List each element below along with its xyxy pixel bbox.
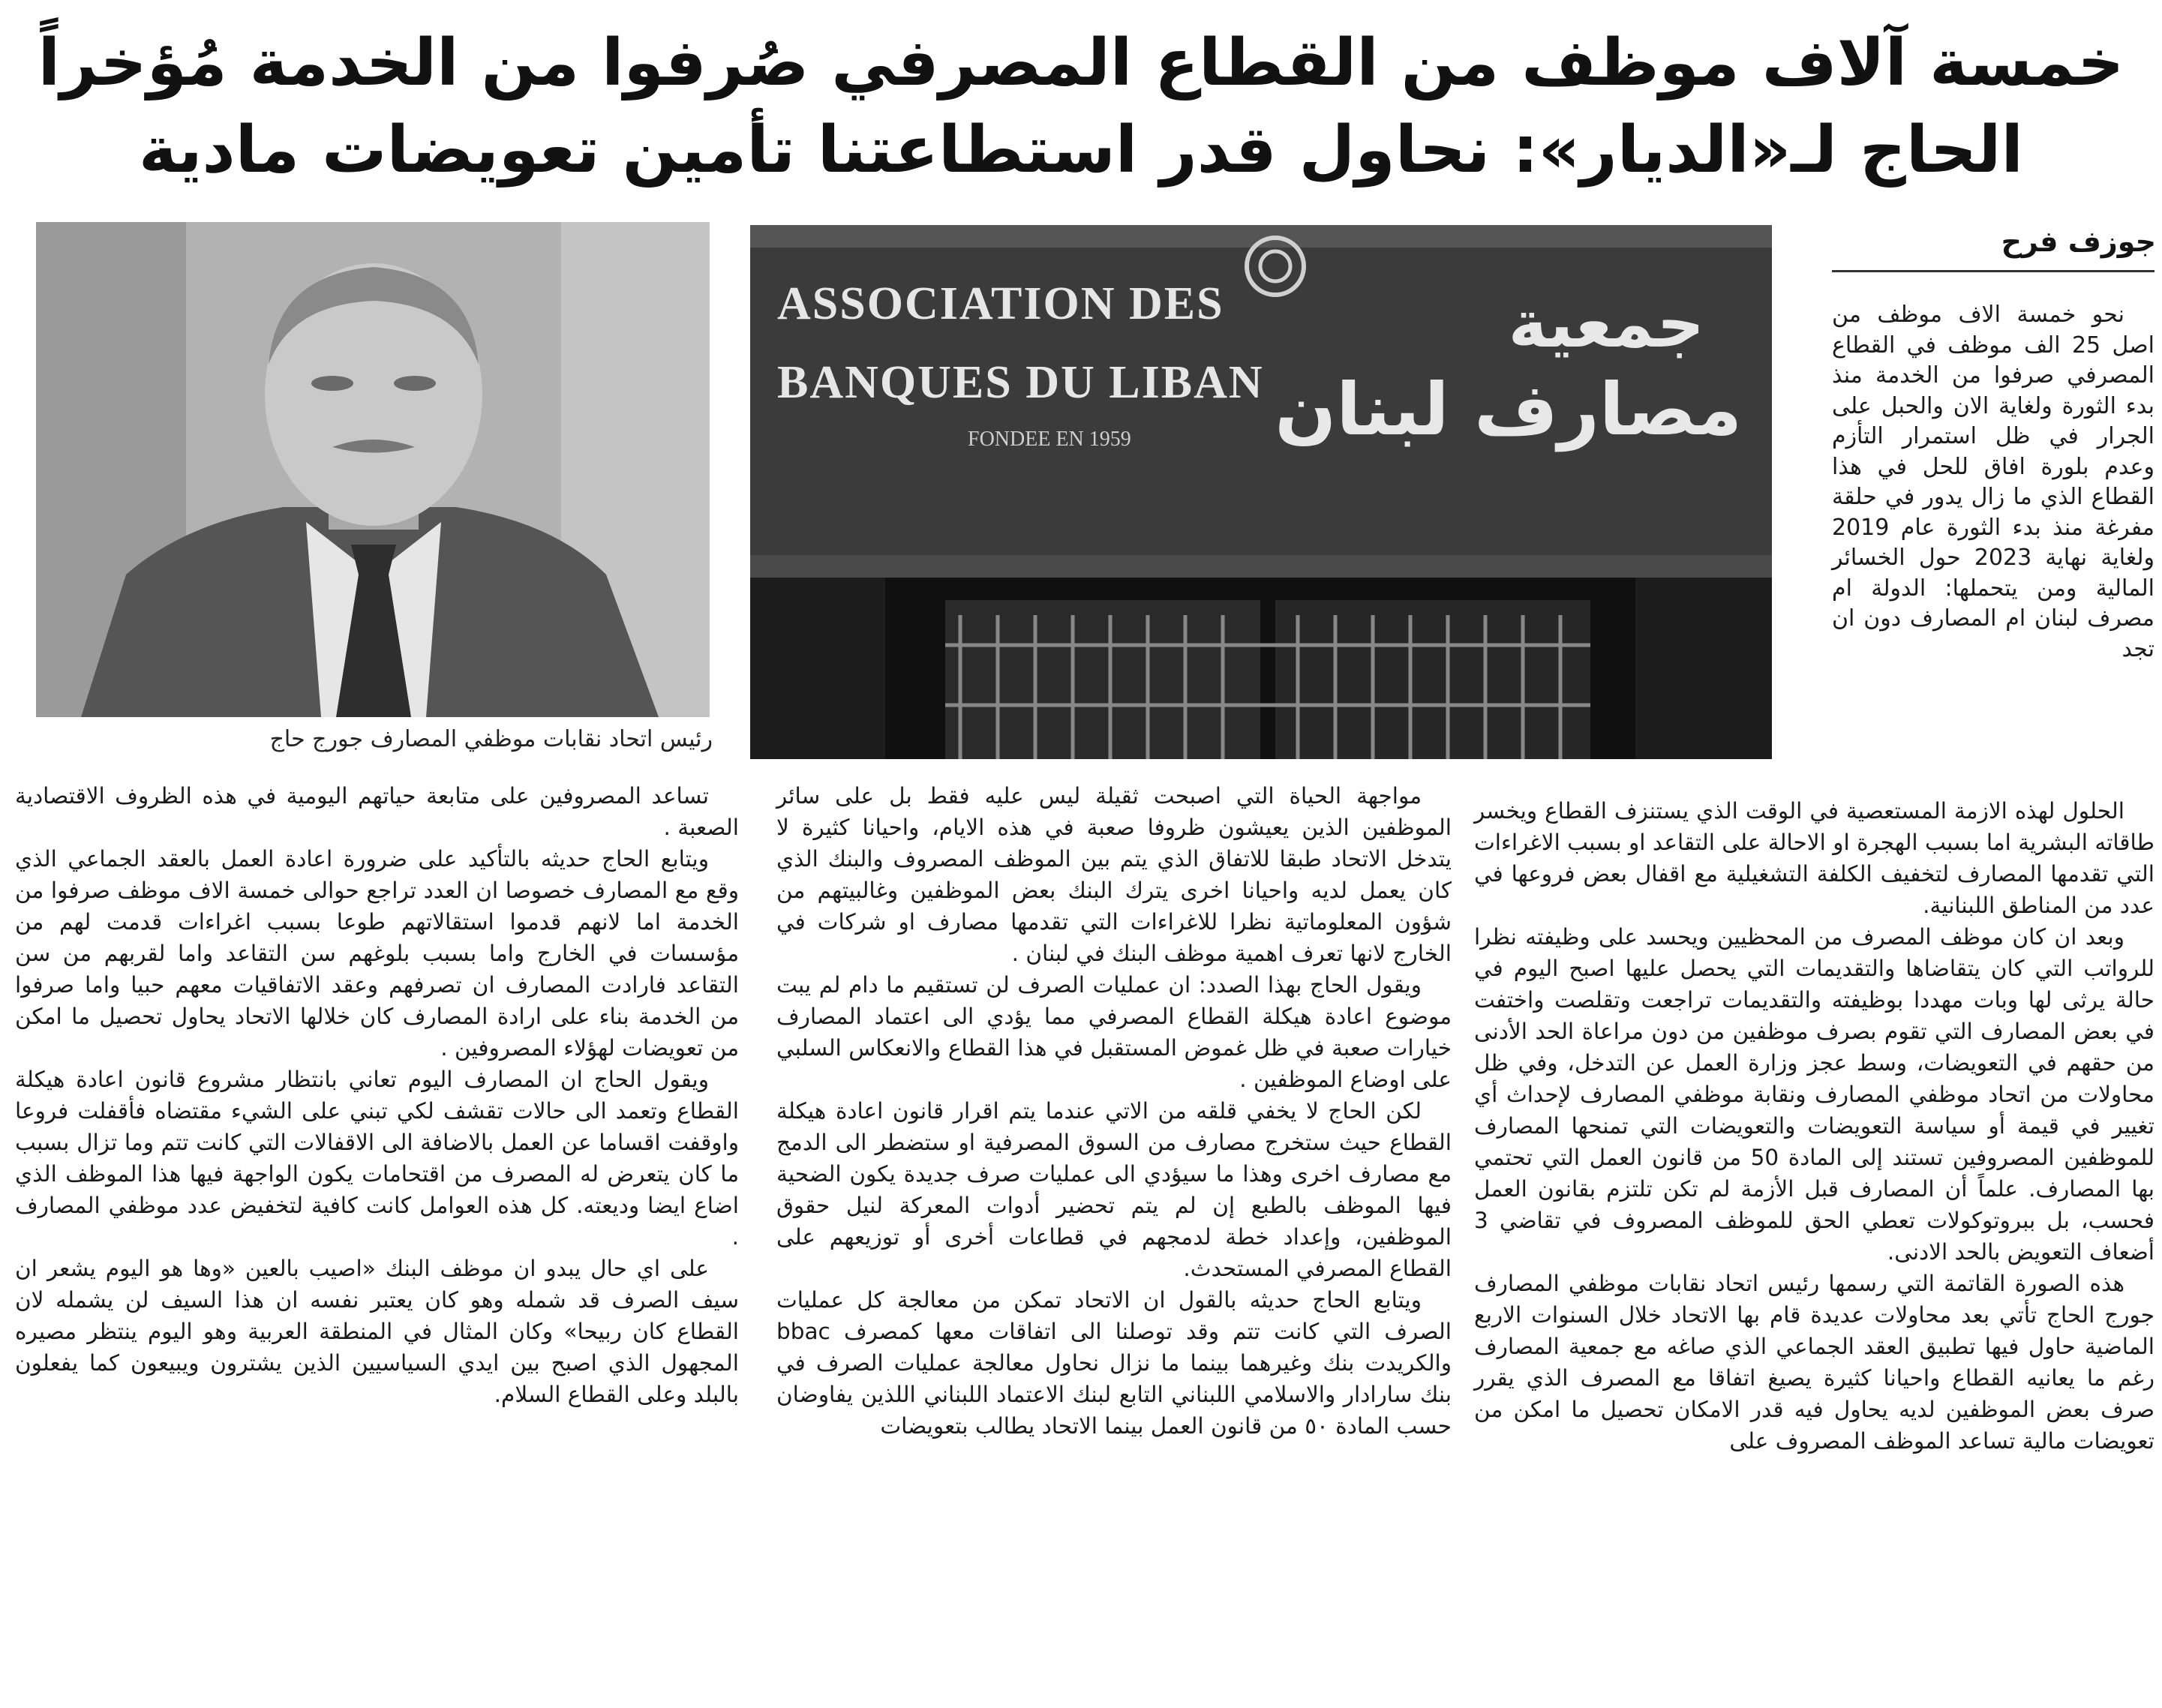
george-hajj-portrait-photo [36, 222, 710, 717]
sign-french-line2: BANQUES DU LIBAN [777, 357, 1264, 408]
portrait-caption: رئيس اتحاد نقابات موظفي المصارف جورج حاج [269, 726, 713, 752]
col2-paragraph-3: لكن الحاج لا يخفي قلقه من الاتي عندما يتم اقرار قانون اعادة هيكلة القطاع حيث ستخرج مصارف من السوق المصرفية او ستضطر الى الدمج مع مصارف اخرى وهذا ما سيؤدي الى عمليات صرف جديدة يكون الضحية فيها الموظف بالطبع إن لم يتم تحضير أدوات المعركة لنيل حقوق الموظفين، وإعداد خطة لدمجهم في قطاعات أخرى أو توزيعهم على القطاع المصرفي المستحدث. [776, 1098, 1452, 1281]
sign-arabic-line2: مصارف لبنان [1275, 368, 1742, 452]
sign-arabic-line1: جمعية [1508, 285, 1704, 362]
headline-sub: الحاج لـ«الديار»: نحاول قدر استطاعتنا تأمين تعويضات مادية [139, 113, 2023, 188]
col1-paragraph-3: هذه الصورة القاتمة التي رسمها رئيس اتحاد نقابات موظفي المصارف جورج الحاج تأتي بعد محاولات عديدة قام بها الاتحاد خلال السنوات الاربع الماضية حاول فيها تطبيق العقد الجماعي الذي صاغه مع جمعية المصارف رغم ما يعانيه القطاع واحيانا كثيرة يصيغ اتفاقا مع المصرف الذي يقرر صرف بعض الموظفين لديه يحاول فيه قدر الامكان تحصيل ما امكن من تعويضات مالية تساعد الموظف المصروف على [1474, 1271, 2154, 1454]
author-byline: جوزف فرح [2001, 225, 2156, 258]
sign-founded: FONDEE EN 1959 [968, 428, 1131, 451]
article-column-2 [776, 780, 1452, 1442]
intro-paragraph: نحو خمسة الاف موظف من اصل 25 الف موظف في القطاع المصرفي صرفوا من الخدمة منذ بدء الثورة ولغاية الان والحبل على الجرار في ظل استمرار التأزم وعدم بلورة افاق للحل في هذا القطاع الذي ما زال يدور في حلقة مفرغة منذ بدء الثورة عام 2019 ولغاية نهاية 2023 حول الخسائر المالية ومن يتحملها: الدولة ام مصرف لبنان ام المصارف دون ان تجد [1832, 302, 2155, 662]
col2-paragraph-2: ويقول الحاج بهذا الصدد: ان عمليات الصرف لن تستقيم ما دام لم يبت موضوع اعادة هيكلة القطاع المصرفي مما يؤدي الى اعتماد المصارف خيارات صعبة في ظل غموض المستقبل في هذا القطاع والانعكاس السلبي على اوضاع الموظفين . [776, 972, 1452, 1092]
sign-french-line1: ASSOCIATION DES [777, 278, 1224, 329]
article-column-3 [15, 780, 739, 1410]
col3-paragraph-2: ويتابع الحاج حديثه بالتأكيد على ضرورة اعادة العمل بالعقد الجماعي الذي وقع مع المصارف خصوصا ان العدد تراجع حوالى خمسة الاف موظف صرفوا من الخدمة اما لانهم قدموا استقالاتهم طوعا بسبب اغراءات قدمت لهم من مؤسسات في الخارج واما بسبب بلوغهم سن التقاعد واما لقربهم من سن التقاعد فارادت المصارف ان تصرفهم وعقد الاتفاقيات معهم حبيا واما صرفوا من الخدمة بناء على ارادة المصارف كان خلالها الاتحاد يحاول تحصيل ما امكن من تعويضات لهؤلاء المصروفين . [15, 846, 739, 1061]
col3-paragraph-1: تساعد المصروفين على متابعة حياتهم اليومية في هذه الظروف الاقتصادية الصعبة . [15, 783, 739, 840]
portrait-drawing [36, 222, 710, 717]
col1-paragraph-2: وبعد ان كان موظف المصرف من المحظيين ويحسد على وظيفته نظرا للرواتب التي كان يتقاضاها والتقديمات التي يحصل عليها اصبح اليوم في حالة يرثى لها وبات مهددا بوظيفته والتقديمات تراجعت وتقلصت واختفت في بعض المصارف التي تقوم بصرف موظفين من دون مراعاة الحد الأدنى من حقهم في التعويضات، وسط عجز وزارة العمل عن التدخل، وفي ظل محاولات من اتحاد موظفي المصارف ونقابة موظفي المصارف لإحداث أي تغيير في قيمة أو سياسة التعويضات والتعويضات التي تمنحها المصارف للموظفين المصروفين تستند إلى المادة 50 من قانون العمل التي تحتمي بها المصارف. علماً أن المصارف قبل الأزمة لم تكن تلتزم بقانون العمل فحسب، بل ببروتوكولات تعطي الحق للموظف المصروف في تقاضي 3 أضعاف التعويض بالحد الادنى. [1474, 924, 2154, 1265]
col2-paragraph-4: ويتابع الحاج حديثه بالقول ان الاتحاد تمكن من معالجة كل عمليات الصرف التي كانت تتم وقد توصلنا الى اتفاقات معها كمصرف bbac والكريدت بنك وغيرهما بينما ما نزال نحاول معالجة عمليات الصرف في بنك سارادار والاسلامي اللبناني التابع لبنك الاعتماد اللبناني اللذين يفاوضان حسب المادة ٥٠ من قانون العمل بينما الاتحاد يطالب بتعويضات [776, 1287, 1452, 1439]
col1-paragraph-1: الحلول لهذه الازمة المستعصية في الوقت الذي يستنزف القطاع ويخسر طاقاته البشرية اما بسبب الهجرة او الاحالة على التقاعد او بسبب الاغراءات التي تقدمها المصارف لتخفيف الكلفة التشغيلية مع اقفال بعض فروعها في عدد من المناطق اللبنانية. [1474, 798, 2154, 918]
abl-building-photo [750, 225, 1772, 759]
col2-paragraph-1: مواجهة الحياة التي اصبحت ثقيلة ليس عليه فقط بل على سائر الموظفين الذين يعيشون ظروفا صعبة في هذه الايام، واحيانا كثيرة لا يتدخل الاتحاد طبقا للاتفاق الذي يتم بين الموظف المصروف والبنك الذي كان يعمل لديه واحيانا اخرى يترك البنك بعض الموظفين وغالبيتهم من شؤون المعلوماتية نظرا للاغراءات التي تقدمها مصارف او شركات في الخارج لانها تعرف اهمية موظف البنك في لبنان . [776, 783, 1452, 966]
headline-main: خمسة آلاف موظف من القطاع المصرفي صُرفوا من الخدمة مُؤخراً [38, 26, 2124, 101]
col3-paragraph-4: على اي حال يبدو ان موظف البنك «اصيب بالعين «وها هو اليوم يشعر ان سيف الصرف قد شمله وهو كان يعتبر نفسه ان هذا السيف لن يشمله لان القطاع كان ربيحا» وكان المثال في المنطقة العربية وهو اليوم ينتظر مصيره المجهول الذي اصبح بين ايدي السياسيين الذين يشترون ويبيعون كما يفعلون بالبلد وعلى القطاع السلام. [15, 1256, 739, 1407]
byline-divider [1832, 270, 2154, 272]
col3-paragraph-3: ويقول الحاج ان المصارف اليوم تعاني بانتظار مشروع قانون اعادة هيكلة القطاع وتعمد الى حالات تقشف لكي تبني على الشيء مقتضاه فأقفلت فروعا واوقفت اقساما عن العمل بالاضافة الى الاقفالات التي كانت تتم وما تزال بسبب ما كان يتعرض له المصرف من اقتحامات يكون الواجهة فيها هذا الموظف الذي اضاع ايضا وديعته. كل هذه العوامل كانت كافية لتخفيض عدد موظفي المصارف . [15, 1067, 739, 1250]
article-column-1 [1474, 795, 2154, 1457]
article-intro-column [1832, 300, 2154, 665]
